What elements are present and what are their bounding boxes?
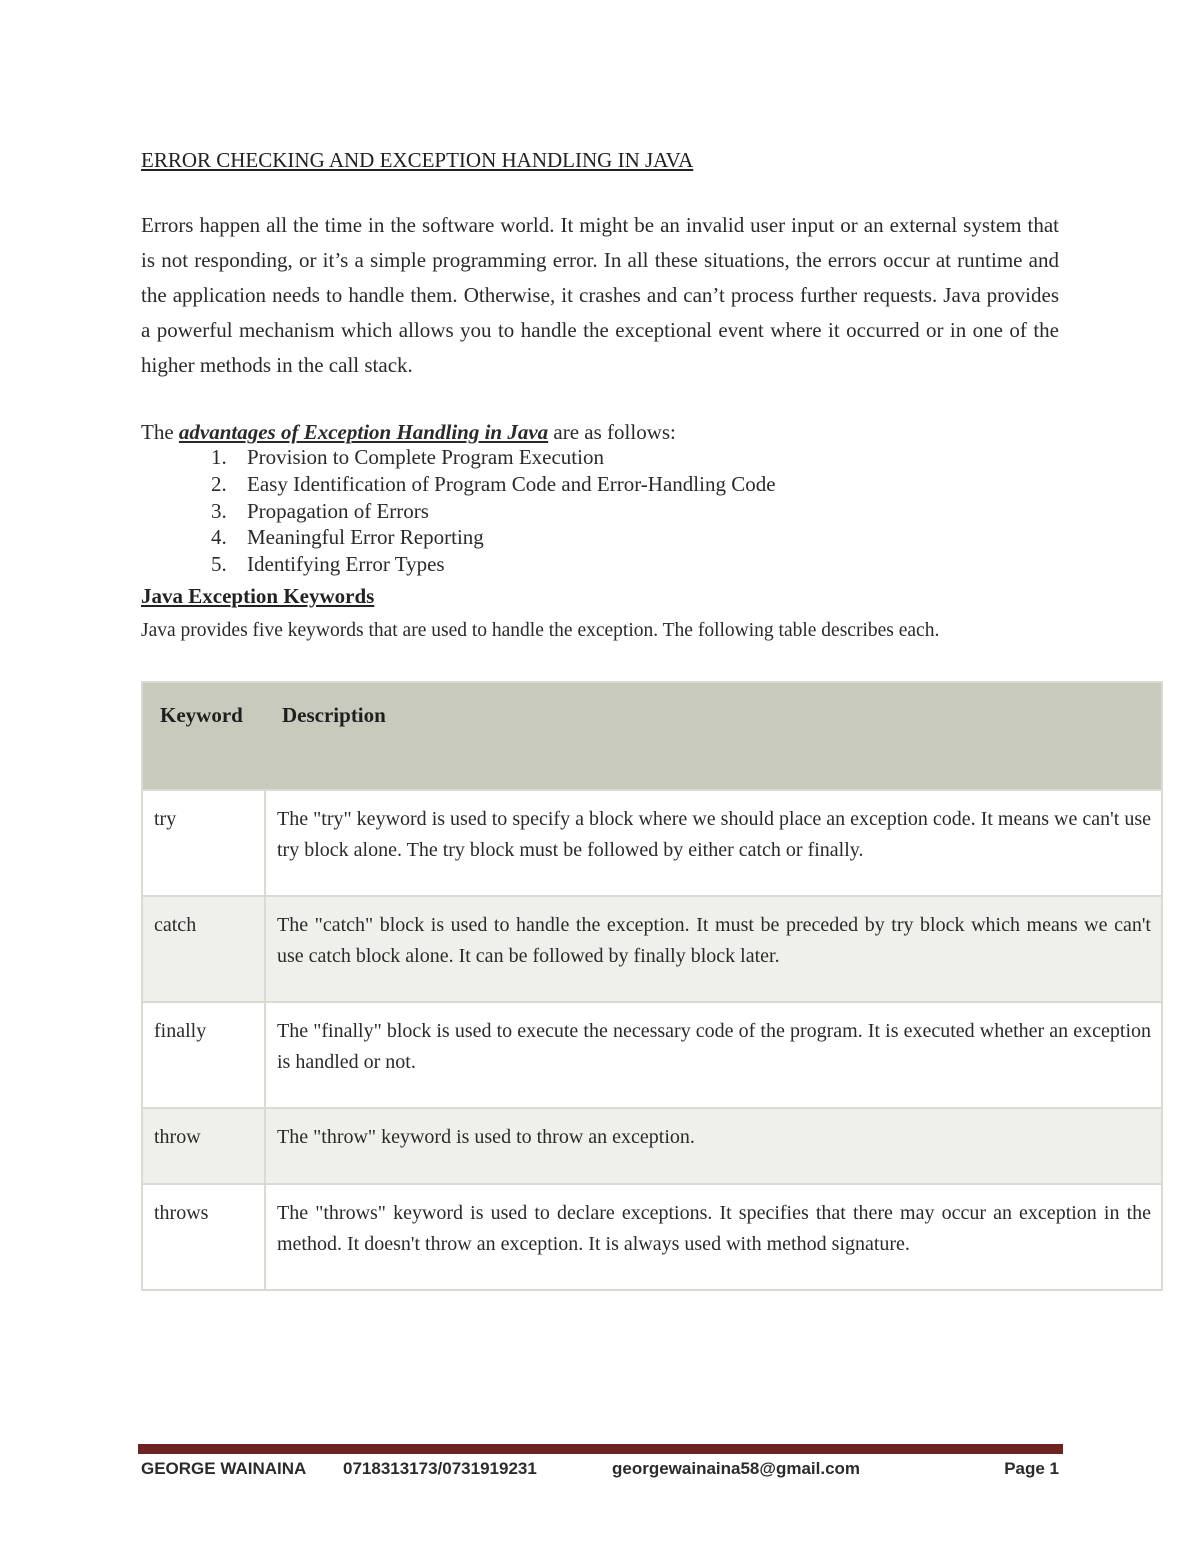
page-title: ERROR CHECKING AND EXCEPTION HANDLING IN JAVA xyxy=(141,148,694,172)
list-item xyxy=(141,524,776,551)
list-number: 2. xyxy=(211,471,227,496)
advantages-list xyxy=(141,444,776,578)
advantages-emphasis: advantages of Exception Handling in Java xyxy=(178,420,549,444)
list-number: 1. xyxy=(211,445,227,469)
description-cell: The "finally" block is used to execute the necessary code of the program. It is executed whether an exception is handled or not. xyxy=(265,1002,1162,1108)
advantages-lead: The xyxy=(141,420,174,444)
list-text: Identifying Error Types xyxy=(247,552,445,576)
list-text: Meaningful Error Reporting xyxy=(247,525,484,550)
table-row xyxy=(142,1002,1162,1108)
list-number: 5. xyxy=(211,552,227,576)
list-text: Provision to Complete Program Execution xyxy=(247,445,604,469)
page-number: Page 1 xyxy=(1004,1459,1059,1478)
list-text: Propagation of Errors xyxy=(247,498,429,523)
intro-paragraph: Errors happen all the time in the software world. It might be an invalid user input or an external system that is not responding, or it’s a simple programming error. In all these situations, the errors occur at runtime and the application needs to handle them. Otherwise, it crashes and can’t process further requests. Java provides a powerful mechanism which allows you to handle the exceptional event where it occurred or in one of the higher methods in the call stack. xyxy=(141,213,1059,377)
table-row xyxy=(142,1184,1162,1290)
advantages-intro xyxy=(141,418,676,446)
description-cell: The "throw" keyword is used to throw an exception. xyxy=(265,1108,1162,1184)
list-text: Easy Identification of Program Code and Error-Handling Code xyxy=(247,471,776,496)
footer-email: georgewainaina58@gmail.com xyxy=(612,1459,861,1478)
list-number: 4. xyxy=(211,525,227,550)
keyword-cell: catch xyxy=(142,896,265,1002)
list-item xyxy=(141,498,776,525)
footer-rule xyxy=(138,1444,1063,1454)
header-keyword: Keyword xyxy=(142,682,265,790)
description-cell: The "throws" keyword is used to declare exceptions. It specifies that there may occur an exception in the method. It doesn't throw an exception. It is always used with method signature. xyxy=(265,1184,1162,1290)
table-header-row xyxy=(142,682,1162,790)
section-intro: Java provides five keywords that are used to handle the exception. The following table describes each. xyxy=(141,620,940,641)
description-cell: The "catch" block is used to handle the exception. It must be preceded by try block which means we can't use catch block alone. It can be followed by finally block later. xyxy=(265,896,1162,1002)
keywords-table xyxy=(141,681,1163,1291)
section-heading: Java Exception Keywords xyxy=(141,584,375,608)
keyword-cell: try xyxy=(142,790,265,896)
footer-author: GEORGE WAINAINA xyxy=(141,1459,307,1478)
keyword-cell: finally xyxy=(142,1002,265,1108)
list-item xyxy=(141,471,776,498)
header-description: Description xyxy=(265,682,1162,790)
page-footer xyxy=(141,1459,1059,1483)
list-number: 3. xyxy=(211,498,227,523)
keyword-cell: throws xyxy=(142,1184,265,1290)
table-row xyxy=(142,790,1162,896)
footer-phone: 0718313173/0731919231 xyxy=(343,1459,537,1478)
list-item xyxy=(141,444,776,471)
keyword-cell: throw xyxy=(142,1108,265,1184)
description-cell: The "try" keyword is used to specify a block where we should place an exception code. It means we can't use try block alone. The try block must be followed by either catch or finally. xyxy=(265,790,1162,896)
table-row xyxy=(142,1108,1162,1184)
advantages-tail: are as follows: xyxy=(553,420,676,444)
list-item xyxy=(141,551,776,578)
table-row xyxy=(142,896,1162,1002)
